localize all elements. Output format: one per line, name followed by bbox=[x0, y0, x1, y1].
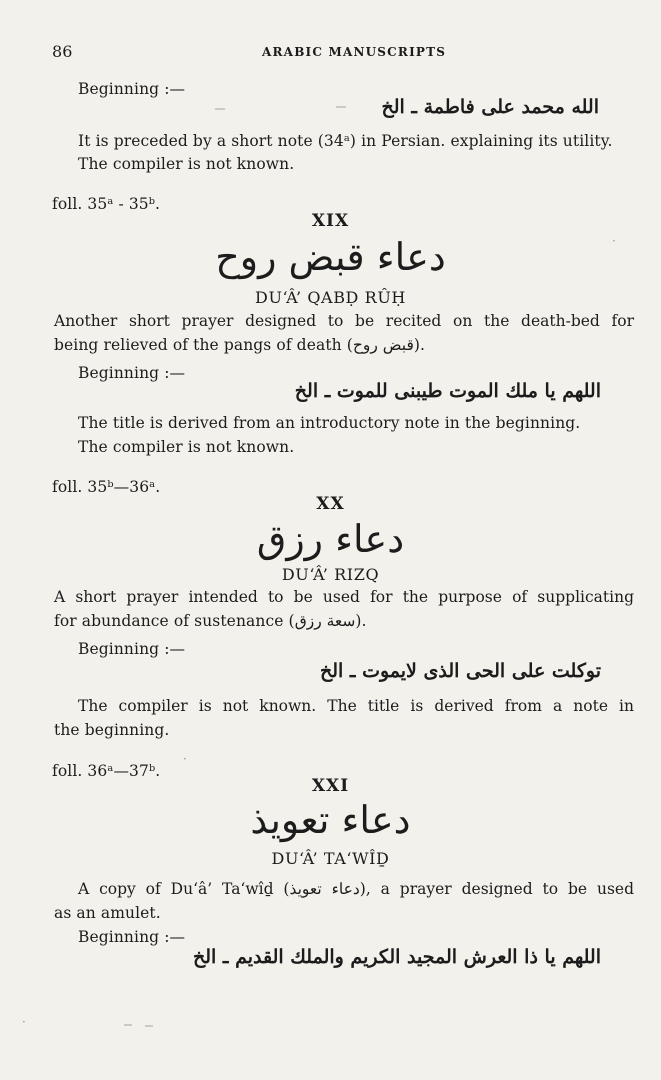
beginning-label: Beginning :— bbox=[78, 928, 186, 946]
description-line: Another short prayer designed to be recited on the death-bed for bbox=[54, 312, 634, 330]
description-line: A copy of Du‘â’ Ta‘wîḏ (دعاء تعويذ), a prayer designed to be used bbox=[78, 880, 634, 898]
transliterated-title: DU‘Â’ RIZQ bbox=[281, 565, 380, 584]
note-line: the beginning. bbox=[54, 721, 170, 739]
scan-smudge bbox=[145, 1025, 153, 1027]
note-line: The title is derived from an introductory note in the beginning. bbox=[78, 414, 581, 432]
beginning-arabic-text: توكلت على الحى الذى لايموت ـ الخ bbox=[319, 660, 601, 682]
folio-reference: foll. 36ᵃ—37ᵇ. bbox=[52, 762, 161, 780]
scan-smudge bbox=[124, 1024, 132, 1026]
description-line: for abundance of sustenance (سعة رزق). bbox=[54, 612, 367, 630]
arabic-title: دعاء قبض روح bbox=[215, 235, 446, 279]
scan-smudge bbox=[336, 106, 346, 108]
beginning-arabic-text: اللهم يا ملك الموت طيبنى للموت ـ الخ bbox=[294, 380, 601, 402]
note-line: The compiler is not known. The title is derived from a note in bbox=[78, 697, 634, 715]
scan-dot: · bbox=[22, 1015, 26, 1029]
folio-reference: foll. 35ᵇ—36ᵃ. bbox=[52, 478, 161, 496]
page-number: 86 bbox=[52, 42, 73, 61]
transliterated-title: DU‘Â’ TA‘WÎḎ bbox=[271, 849, 390, 868]
entry-number: XX bbox=[316, 494, 345, 514]
beginning-label: Beginning :— bbox=[78, 364, 186, 382]
note-line: It is preceded by a short note (34ᵃ) in Persian. explaining its utility. bbox=[78, 132, 613, 150]
description-line: as an amulet. bbox=[54, 904, 161, 922]
entry-number: XIX bbox=[311, 211, 350, 231]
scan-smudge bbox=[215, 108, 225, 110]
arabic-title: دعاء تعويذ bbox=[250, 798, 411, 842]
folio-reference: foll. 35ᵃ - 35ᵇ. bbox=[52, 195, 161, 213]
scan-dot: · bbox=[612, 234, 616, 248]
description-line: A short prayer intended to be used for the purpose of supplicating bbox=[54, 588, 634, 606]
note-line: The compiler is not known. bbox=[78, 438, 295, 456]
beginning-label: Beginning :— bbox=[78, 640, 186, 658]
beginning-arabic-text: الله محمد على فاطمة ـ الخ bbox=[381, 96, 599, 118]
arabic-title: دعاء رزق bbox=[256, 517, 405, 561]
beginning-arabic-text: اللهم يا ذا العرش المجيد الكريم والملك القديم ـ الخ bbox=[192, 946, 601, 968]
beginning-label: Beginning :— bbox=[78, 80, 186, 98]
scan-dot: · bbox=[183, 752, 187, 766]
note-line: The compiler is not known. bbox=[78, 155, 295, 173]
transliterated-title: DU‘Â’ QABḌ RÛḤ bbox=[255, 288, 406, 307]
description-line: being relieved of the pangs of death (قبض روح). bbox=[54, 336, 426, 354]
entry-number: XXI bbox=[311, 776, 350, 796]
running-title: ARABIC MANUSCRIPTS bbox=[262, 45, 447, 59]
